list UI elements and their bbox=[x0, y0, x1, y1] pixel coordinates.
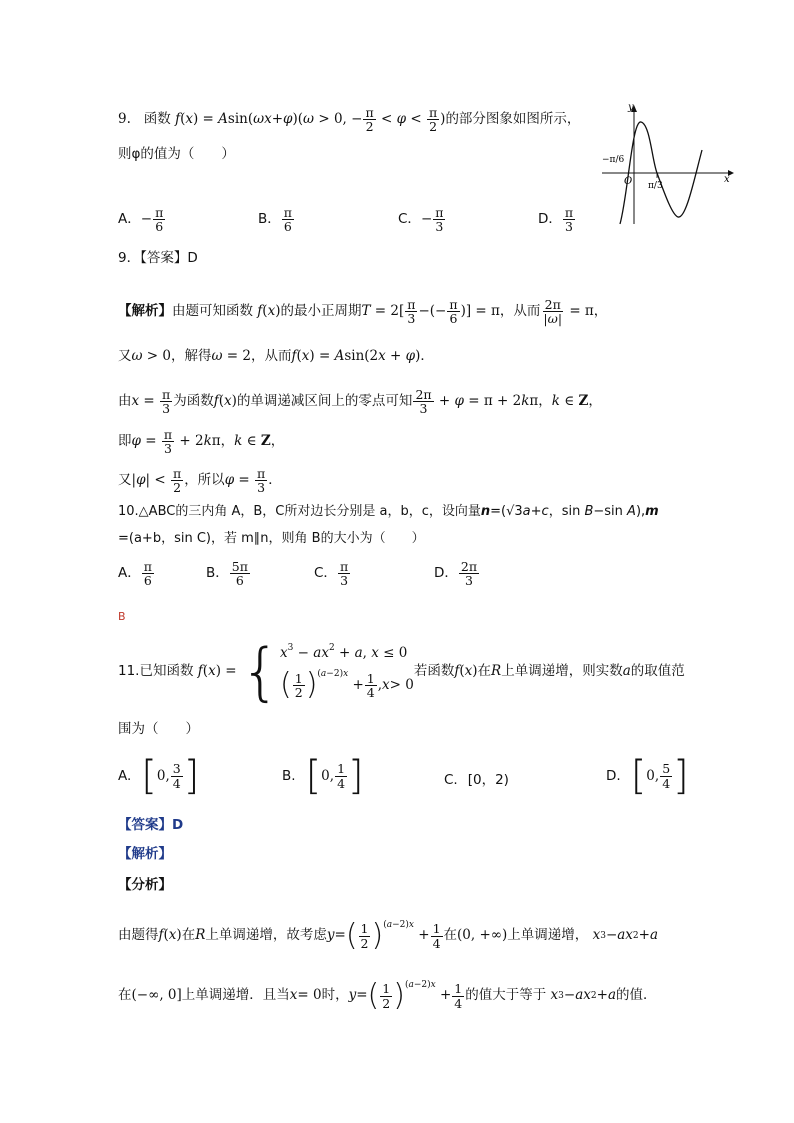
q11-option-b[interactable]: B. [ 0 , 1 4 ] bbox=[282, 753, 364, 799]
q10-option-c[interactable]: C． $\frac{\pi}{3}$ bbox=[314, 559, 349, 589]
q11-option-d[interactable]: D. [ 0 , 5 4 ] bbox=[606, 753, 689, 799]
q9-line2: 则φ的值为（ ） bbox=[118, 146, 235, 162]
q11-analysis-tag: 【解析】 bbox=[118, 846, 172, 862]
q11-line2: 围为（ ） bbox=[118, 721, 199, 737]
q9-answer: 9．【答案】D bbox=[118, 250, 198, 266]
q9-option-b[interactable]: B． $\frac{\pi}{6}$ bbox=[258, 205, 292, 235]
q9-option-c[interactable]: C．− $\frac{\pi}{3}$ bbox=[398, 205, 444, 235]
q10-option-b[interactable]: B． $\frac{5\pi}{6}$ bbox=[206, 559, 248, 589]
q11-option-a[interactable]: A. [ 0 , 3 4 ] bbox=[118, 753, 200, 799]
graph-left-tick: −π/6 bbox=[602, 155, 625, 165]
q9-analysis-2: 又ω > 0，解得ω = 2，从而f(x) = Asin(2x + φ)． bbox=[118, 348, 434, 364]
q11-fenxi-tag: 【分析】 bbox=[118, 877, 172, 893]
q9-option-d[interactable]: D． $\frac{\pi}{3}$ bbox=[538, 205, 574, 235]
q10-option-d[interactable]: D． $\frac{2\pi}{3}$ bbox=[434, 559, 478, 589]
q9-option-a[interactable]: A．− $\frac{\pi}{6}$ bbox=[118, 205, 164, 235]
q10-answer: B bbox=[118, 610, 126, 623]
q11-answer: 【答案】D bbox=[118, 817, 184, 833]
q9-analysis-5: 又|φ| < $\frac{\pi}{2}$ ，所以φ = $\frac{\pi}{3}$ ． bbox=[118, 466, 282, 496]
q9-analysis-1: 【解析】由题可知函数 f(x)的最小正周期T = 2[ $\frac{\pi}{3}$ −(− $\frac{\pi}{6}$ )] = π，从而 $\frac{2\pi}{|\omega|}$ = π， bbox=[118, 297, 608, 327]
graph-x-label: x bbox=[724, 174, 730, 185]
q11-analysis-2: 在 (−∞, 0] 上单调递增．且当 x = 0 时， y = ( 1 2 ) (a−2)x + 1 4 的值大于等于 x 3 − ax 2 + a 的值． bbox=[118, 978, 657, 1013]
q11-stem: 11.已知函数 f ( x ) = { $x^3 - ax^2 + a$, x ≤ 0 ( 1 2 ) (a−2)x + 1 4 , x > 0 若函数 f ( x ) 在 R 上单调递增，则实数 a 的取值范 bbox=[118, 635, 685, 708]
q11-option-c[interactable]: C. [0，2) bbox=[444, 772, 509, 788]
q11-analysis-1: 由题得 f ( x ) 在 R 上单调递增，故考虑 y = ( 1 2 ) (a−2)x + 1 4 在 (0, +∞) 上单调递增， x 3 − ax 2 + a bbox=[118, 918, 659, 953]
q10-option-a[interactable]: A． $\frac{\pi}{6}$ bbox=[118, 559, 152, 589]
sine-graph bbox=[598, 100, 738, 228]
q10-stem: 10.△ABC的三内角 A，B，C所对边长分别是 a，b，c，设向量n=(√3a+c，sin B−sin A),m bbox=[118, 504, 659, 519]
q9-analysis-3: 由x = $\frac{\pi}{3}$ 为函数f(x)的单调递减区间上的零点可知 $\frac{2\pi}{3}$ + φ = π + 2kπ，k ∈ Z， bbox=[118, 387, 602, 417]
graph-right-tick: π/3 bbox=[648, 181, 663, 191]
graph-origin: O bbox=[624, 176, 633, 187]
graph-y-label: y bbox=[628, 102, 634, 113]
q10-line2: =(a+b，sin C)，若 m∥n，则角 B的大小为（ ） bbox=[118, 531, 425, 546]
q9-analysis-4: 即φ = $\frac{\pi}{3}$ + 2kπ，k ∈ Z， bbox=[118, 427, 285, 457]
q9-stem: 9. 函数 f(x) = Asin(ωx+φ)(ω > 0, − $\frac{\pi}{2}$ < φ < $\frac{\pi}{2}$ )的部分图象如图所示， bbox=[118, 105, 581, 135]
